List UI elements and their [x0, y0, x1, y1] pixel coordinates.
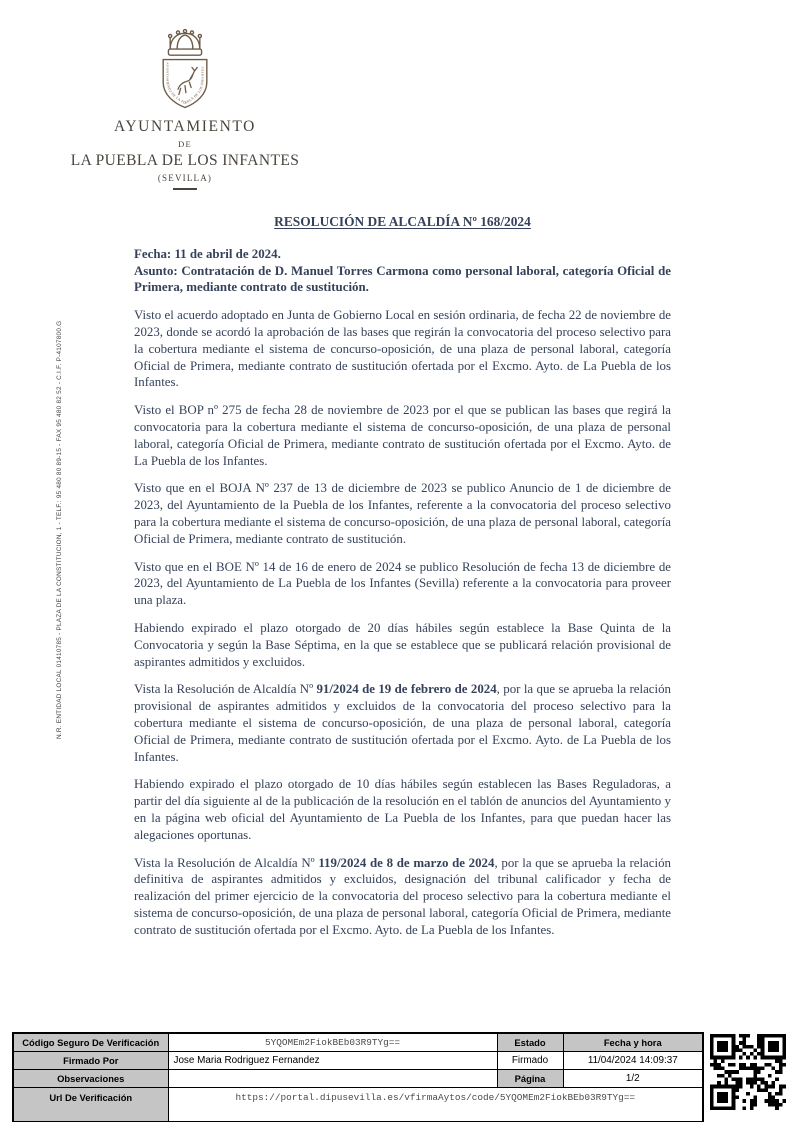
csv-label: Código Seguro De Verificación — [13, 1033, 168, 1052]
qr-code — [710, 1034, 786, 1110]
paragraph: Habiendo expirado el plazo otorgado de 10 días hábiles según establecen las Bases Reguladoras, a partir del día siguiente al de la publicación de la resolución en el tablón de anuncios del Ayuntamiento y en la página web oficial del Ayuntamiento de La Puebla de los Infantes, para que puedan hacer las alegaciones oportunas. — [134, 777, 671, 842]
fecha-hora-value: 11/04/2024 14:09:37 — [563, 1052, 703, 1070]
header-municipality: LA PUEBLA DE LOS INFANTES — [70, 152, 300, 169]
url-verificacion-value: https://portal.dipusevilla.es/vfirmaAytos/code/5YQOMEm2FiokBEb03R9TYg== — [168, 1088, 703, 1122]
coat-of-arms — [137, 28, 233, 112]
resolution-content — [134, 214, 671, 938]
crest-deer-icon — [178, 67, 197, 94]
url-verificacion-label: Url De Verificación — [13, 1088, 168, 1122]
table-row — [13, 1033, 703, 1052]
document-title: RESOLUCIÓN DE ALCALDÍA Nº 168/2024 — [274, 214, 531, 229]
header-ayuntamiento: AYUNTAMIENTO — [114, 118, 256, 135]
observaciones-label: Observaciones — [13, 1070, 168, 1088]
margin-registration-note: N.R. ENTIDAD LOCAL 01410785 - PLAZA DE LA CONSTITUCION, 1 - TELF.: 95 480 80 89-15 - FAX 95 480 82 52 - C.I.F. P-4107800.G — [56, 320, 63, 739]
meta-asunto: Asunto: Contratación de D. Manuel Torres Carmona como personal laboral, categoría Oficial de Primera, mediante contrato de sustitución. — [134, 263, 671, 295]
paragraph: Vista la Resolución de Alcaldía Nº 91/2024 de 19 de febrero de 2024, por la que se aprueba la relación provisional de aspirantes admitidos y excluidos de la convocatoria del proceso selectivo para la cobertura mediante el sistema de concurso-oposición, de una plaza de personal laboral, categoría Oficial de Primera, mediante contrato de sustitución ofertada por el Excmo. Ayto. de La Puebla de los Infantes. — [134, 682, 671, 764]
paragraph: Visto el BOP nº 275 de fecha 28 de noviembre de 2023 por el que se publican las bases que regirá la convocatoria para la cobertura mediante el sistema de concurso-oposición, de una plaza de personal laboral, categoría Oficial de Primera, mediante contrato de sustitución ofertada por el Excmo. Ayto. de La Puebla de los Infantes. — [134, 403, 671, 468]
meta-fecha: Fecha: 11 de abril de 2024. — [134, 246, 281, 261]
header-de: DE — [178, 139, 192, 149]
table-row — [13, 1070, 703, 1088]
crest-crown-icon — [168, 30, 201, 56]
verification-table — [12, 1032, 704, 1122]
pagina-label: Página — [497, 1070, 563, 1088]
paragraph: Visto el acuerdo adoptado en Junta de Gobierno Local en sesión ordinaria, de fecha 22 de noviembre de 2023, donde se acordó la aprobación de las bases que regirán la convocatoria del proceso selectivo para la cobertura mediante el sistema de concurso-oposición, de una plaza de personal laboral, categoría Oficial de Primera, mediante contrato de sustitución ofertada por el Excmo. Ayto. de La Puebla de los Infantes. — [134, 308, 671, 390]
firmado-por-label: Firmado Por — [13, 1052, 168, 1070]
estado-value: Firmado — [497, 1052, 563, 1070]
csv-value: 5YQOMEm2FiokBEb03R9TYg== — [168, 1033, 497, 1052]
observaciones-value — [168, 1070, 497, 1088]
crest-motto: AYUNTAMIENTO DE LA PUEBLA DE LOS INFANTES — [165, 62, 205, 106]
resolution-meta — [134, 246, 671, 296]
pagina-value: 1/2 — [563, 1070, 703, 1088]
paragraph: Habiendo expirado el plazo otorgado de 20 días hábiles según establece la Base Quinta de la Convocatoria y según la Base Séptima, en la que se establece que se publicará relación provisional de aspirantes admitidos y excluidos. — [134, 620, 671, 669]
firmado-por-value: Jose Maria Rodriguez Fernandez — [168, 1052, 497, 1070]
table-row — [13, 1052, 703, 1070]
header-rule — [173, 188, 197, 190]
paragraph: Vista la Resolución de Alcaldía Nº 119/2024 de 8 de marzo de 2024, por la que se aprueba la relación definitiva de aspirantes admitidos y excluidos, designación del tribunal calificador y fecha de realización del primer ejercicio de la convocatoria del proceso selectivo para la cobertura mediante el sistema de concurso-oposición, de una plaza de personal laboral, categoría Oficial de Primera, mediante contrato de sustitución ofertada por el Excmo. Ayto. de La Puebla de los Infantes. — [134, 855, 671, 937]
fecha-hora-header: Fecha y hora — [563, 1033, 703, 1052]
table-row — [13, 1088, 703, 1122]
paragraph: Visto que en el BOJA Nº 237 de 13 de diciembre de 2023 se publico Anuncio de 1 de diciembre de 2023, del Ayuntamiento de la Puebla de los Infantes, referente a la convocatoria del proceso selectivo para la cobertura mediante el sistema de concurso-oposición, de una plaza de personal laboral, categoría Oficial de Primera, mediante contrato de sustitución. — [134, 481, 671, 546]
paragraphs — [134, 307, 671, 938]
municipal-header — [18, 28, 352, 190]
paragraph: Visto que en el BOE Nº 14 de 16 de enero de 2024 se publico Resolución de fecha 13 de diciembre de 2023, del Ayuntamiento de La Puebla de los Infantes (Sevilla) referente a la convocatoria para proveer una plaza. — [134, 559, 671, 608]
estado-header: Estado — [497, 1033, 563, 1052]
header-province: (SEVILLA) — [157, 173, 213, 183]
